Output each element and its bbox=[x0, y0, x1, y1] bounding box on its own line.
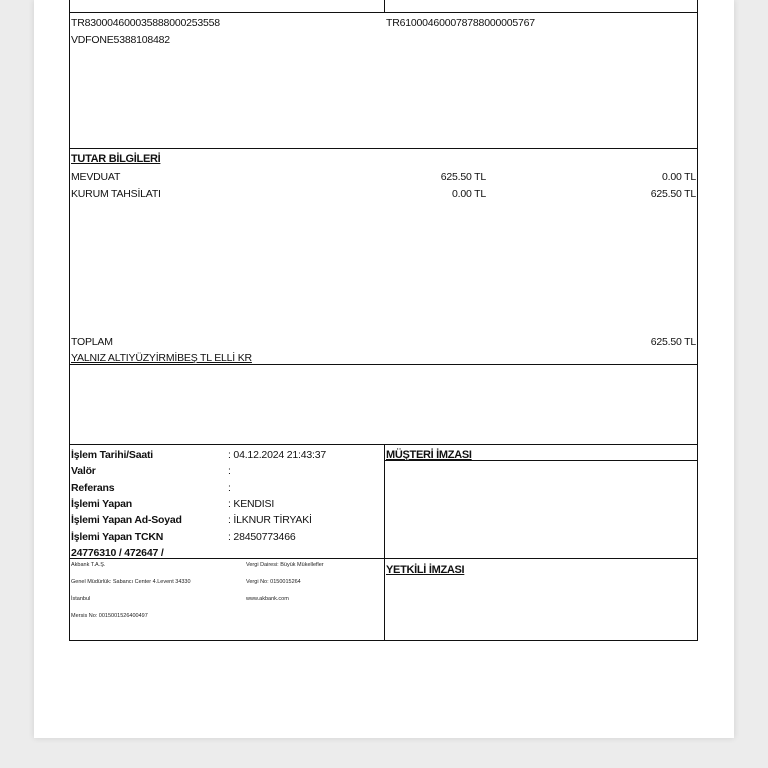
field-value: : 04.12.2024 21:43:37 bbox=[228, 449, 326, 461]
field-label: İşlemi Yapan TCKN bbox=[71, 531, 164, 543]
field-label: İşlemi Yapan bbox=[71, 498, 133, 510]
amount-row-value: 625.50 TL bbox=[650, 188, 696, 200]
bank-hq-address: Genel Müdürlük: Sabancı Center 4.Levent 34330 bbox=[71, 579, 191, 585]
bank-mersis: Mersis No: 0015001526400497 bbox=[71, 613, 148, 619]
field-value: : bbox=[228, 465, 231, 477]
amount-row-value: 625.50 TL bbox=[440, 171, 486, 183]
amount-info-title: TUTAR BİLGİLERİ bbox=[71, 153, 161, 165]
divider bbox=[384, 0, 385, 12]
divider bbox=[384, 444, 385, 641]
total-value: 625.50 TL bbox=[650, 336, 696, 348]
bank-website: www.akbank.com bbox=[246, 596, 289, 602]
field-value: : bbox=[228, 482, 231, 494]
amount-row-label: KURUM TAHSİLATI bbox=[71, 188, 161, 200]
transaction-code: 24776310 / 472647 / bbox=[71, 547, 164, 559]
field-label: İşlem Tarihi/Saati bbox=[71, 449, 153, 461]
sender-iban: TR830004600035888000253558 bbox=[71, 17, 220, 29]
bank-city: İstanbul bbox=[71, 596, 91, 602]
amount-row-value: 0.00 TL bbox=[451, 188, 486, 200]
amount-in-words: YALNIZ ALTIYÜZYİRMİBEŞ TL ELLİ KR bbox=[71, 352, 252, 364]
amount-row-value: 0.00 TL bbox=[661, 171, 696, 183]
bank-name: Akbank T.A.Ş. bbox=[71, 562, 106, 568]
field-value: : KENDISI bbox=[228, 498, 275, 510]
total-label: TOPLAM bbox=[71, 336, 113, 348]
customer-signature-label: MÜŞTERİ İMZASI bbox=[386, 449, 472, 461]
bank-tax-office: Vergi Dairesi: Büyük Mükellefler bbox=[246, 562, 324, 568]
field-value: : İLKNUR TİRYAKİ bbox=[228, 514, 312, 526]
field-label: Valör bbox=[71, 465, 96, 477]
receiver-iban: TR610004600078788000005767 bbox=[386, 17, 535, 29]
bank-tax-no: Vergi No: 0150015264 bbox=[246, 579, 301, 585]
field-label: İşlemi Yapan Ad-Soyad bbox=[71, 514, 182, 526]
amount-row-label: MEVDUAT bbox=[71, 171, 121, 183]
divider bbox=[69, 364, 698, 365]
authorized-signature-label: YETKİLİ İMZASI bbox=[386, 564, 465, 576]
divider bbox=[69, 12, 698, 13]
sender-reference: VDFONE5388108482 bbox=[71, 34, 170, 46]
field-label: Referans bbox=[71, 482, 115, 494]
divider bbox=[69, 148, 698, 149]
field-value: : 28450773466 bbox=[228, 531, 296, 543]
